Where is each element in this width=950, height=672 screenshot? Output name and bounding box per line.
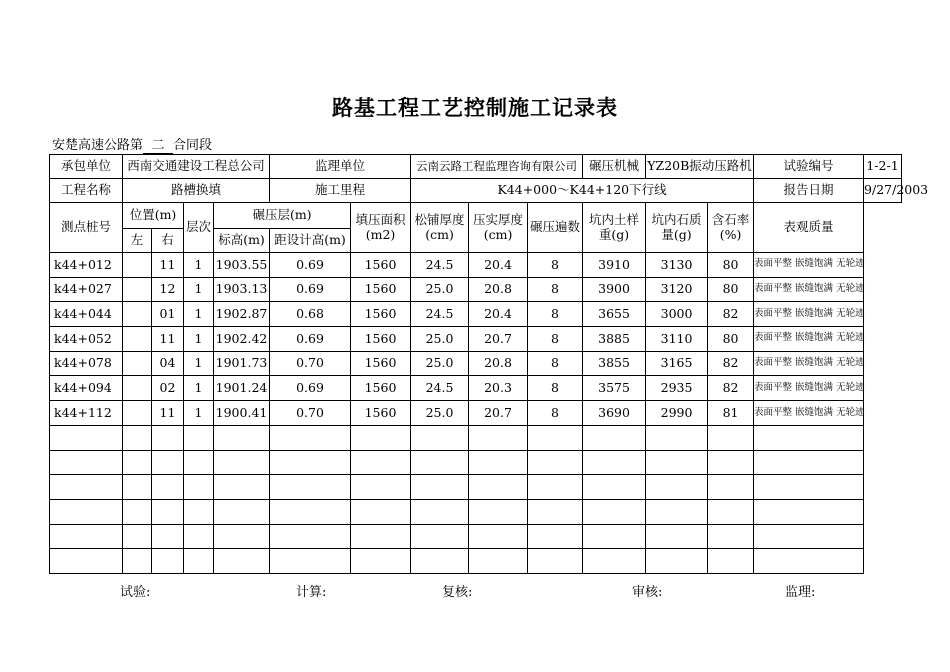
compacted-cell: [469, 499, 528, 524]
elevation-cell: 1901.73: [214, 351, 270, 376]
left-cell: [123, 450, 152, 475]
ratio-cell: 80: [708, 253, 754, 278]
soil-cell: [583, 524, 646, 549]
machine-label: 碾压机械: [583, 155, 646, 179]
loose-cell: [411, 475, 469, 500]
stone-cell: 2935: [646, 376, 708, 401]
record-table: [49, 154, 929, 574]
review-signature-label: 复核:: [442, 585, 473, 600]
distance-cell: [270, 475, 351, 500]
contract-section-line: [52, 134, 212, 154]
right-cell: [152, 475, 184, 500]
right-cell: [152, 499, 184, 524]
table-row: [50, 376, 902, 401]
compacted-cell: [469, 524, 528, 549]
quality-cell: 表面平整 嵌缝饱满 无轮迹: [754, 376, 864, 401]
area-cell: [351, 450, 411, 475]
quality-cell: 表面平整 嵌缝饱满 无轮迹: [754, 277, 864, 302]
area-cell: 1560: [351, 401, 411, 426]
stone-cell: 3130: [646, 253, 708, 278]
area-cell: 1560: [351, 277, 411, 302]
mileage-value: K44+000～K44+120下行线: [411, 179, 754, 203]
table-row: [50, 253, 902, 278]
left-cell: [123, 425, 152, 450]
design-distance-header: 距设计高(m): [270, 229, 351, 253]
loose-cell: [411, 549, 469, 574]
ratio-cell: 80: [708, 277, 754, 302]
supervisor-label: 监理单位: [270, 155, 411, 179]
quality-cell: [754, 549, 864, 574]
ratio-cell: [708, 549, 754, 574]
pit-stone-header: 坑内石质量(g): [646, 203, 708, 253]
audit-signature-label: 审核:: [632, 585, 663, 600]
info-row-1: [50, 155, 902, 179]
loose-cell: [411, 524, 469, 549]
left-cell: [123, 401, 152, 426]
left-header: 左: [123, 229, 152, 253]
station-cell: [50, 549, 123, 574]
distance-cell: 0.69: [270, 277, 351, 302]
passes-cell: [528, 549, 583, 574]
soil-cell: 3575: [583, 376, 646, 401]
stone-cell: 2990: [646, 401, 708, 426]
table-row: [50, 425, 902, 450]
distance-cell: [270, 499, 351, 524]
passes-cell: 8: [528, 401, 583, 426]
machine-value: YZ20B振动压路机: [646, 155, 754, 179]
subtitle-prefix: 安楚高速公路第: [52, 138, 144, 153]
compacted-cell: [469, 475, 528, 500]
layer-cell: [184, 549, 214, 574]
distance-cell: 0.69: [270, 327, 351, 352]
distance-cell: 0.70: [270, 401, 351, 426]
station-cell: k44+012: [50, 253, 123, 278]
table-row: [50, 499, 902, 524]
stone-cell: [646, 425, 708, 450]
area-cell: 1560: [351, 302, 411, 327]
quality-cell: [754, 450, 864, 475]
quality-cell: 表面平整 嵌缝饱满 无轮迹: [754, 327, 864, 352]
elevation-cell: [214, 499, 270, 524]
stone-cell: [646, 524, 708, 549]
report-date-label: 报告日期: [754, 179, 864, 203]
pit-soil-header: 坑内土样重(g): [583, 203, 646, 253]
area-cell: 1560: [351, 376, 411, 401]
soil-cell: [583, 475, 646, 500]
area-cell: 1560: [351, 253, 411, 278]
layer-cell: 1: [184, 401, 214, 426]
compacted-cell: 20.7: [469, 327, 528, 352]
data-rows: [50, 253, 902, 574]
passes-cell: 8: [528, 302, 583, 327]
loose-cell: [411, 450, 469, 475]
passes-cell: 8: [528, 351, 583, 376]
compacted-cell: 20.4: [469, 302, 528, 327]
right-cell: 04: [152, 351, 184, 376]
layer-cell: 1: [184, 351, 214, 376]
soil-cell: 3855: [583, 351, 646, 376]
stone-cell: 3000: [646, 302, 708, 327]
loose-cell: [411, 425, 469, 450]
stone-cell: 3110: [646, 327, 708, 352]
layer-cell: [184, 499, 214, 524]
soil-cell: 3885: [583, 327, 646, 352]
station-cell: k44+094: [50, 376, 123, 401]
area-cell: [351, 425, 411, 450]
elevation-cell: [214, 450, 270, 475]
left-cell: [123, 253, 152, 278]
mileage-label: 施工里程: [270, 179, 411, 203]
left-cell: [123, 549, 152, 574]
quality-cell: 表面平整 嵌缝饱满 无轮迹: [754, 253, 864, 278]
passes-cell: 8: [528, 376, 583, 401]
soil-cell: [583, 549, 646, 574]
passes-cell: 8: [528, 253, 583, 278]
compacted-cell: 20.8: [469, 351, 528, 376]
left-cell: [123, 351, 152, 376]
station-cell: k44+044: [50, 302, 123, 327]
soil-cell: 3690: [583, 401, 646, 426]
left-cell: [123, 277, 152, 302]
right-header: 右: [152, 229, 184, 253]
passes-header: 碾压遍数: [528, 203, 583, 253]
distance-cell: 0.68: [270, 302, 351, 327]
supervision-signature-label: 监理:: [785, 585, 816, 600]
table-row: [50, 302, 902, 327]
layer-cell: [184, 524, 214, 549]
passes-cell: [528, 475, 583, 500]
soil-cell: 3655: [583, 302, 646, 327]
loose-cell: 24.5: [411, 376, 469, 401]
station-cell: k44+112: [50, 401, 123, 426]
elevation-cell: [214, 524, 270, 549]
loose-cell: 25.0: [411, 401, 469, 426]
station-cell: [50, 475, 123, 500]
ratio-cell: [708, 450, 754, 475]
layer-cell: 1: [184, 302, 214, 327]
passes-cell: 8: [528, 277, 583, 302]
passes-cell: [528, 425, 583, 450]
rolled-layer-header: 碾压层(m): [214, 203, 351, 229]
distance-cell: [270, 425, 351, 450]
layer-cell: 1: [184, 327, 214, 352]
compacted-cell: [469, 450, 528, 475]
left-cell: [123, 376, 152, 401]
elevation-cell: 1902.87: [214, 302, 270, 327]
subtitle-suffix: 合同段: [173, 138, 213, 153]
table-row: [50, 450, 902, 475]
table-row: [50, 475, 902, 500]
distance-cell: 0.70: [270, 351, 351, 376]
table-row: [50, 327, 902, 352]
info-row-2: [50, 179, 902, 203]
project-label: 工程名称: [50, 179, 123, 203]
soil-cell: 3910: [583, 253, 646, 278]
compacted-cell: 20.8: [469, 277, 528, 302]
station-cell: [50, 524, 123, 549]
layer-cell: [184, 475, 214, 500]
area-cell: [351, 499, 411, 524]
supervisor-value: 云南云路工程监理咨询有限公司: [411, 155, 583, 179]
stone-cell: 3120: [646, 277, 708, 302]
section-number: 二: [143, 134, 173, 154]
left-cell: [123, 499, 152, 524]
position-header: 位置(m): [123, 203, 184, 229]
surface-quality-header: 表观质量: [754, 203, 864, 253]
passes-cell: 8: [528, 327, 583, 352]
project-value: 路槽换填: [123, 179, 270, 203]
contractor-value: 西南交通建设工程总公司: [123, 155, 270, 179]
area-cell: [351, 475, 411, 500]
left-cell: [123, 302, 152, 327]
soil-cell: 3900: [583, 277, 646, 302]
distance-cell: 0.69: [270, 253, 351, 278]
soil-cell: [583, 450, 646, 475]
quality-cell: 表面平整 嵌缝饱满 无轮迹: [754, 351, 864, 376]
quality-cell: [754, 524, 864, 549]
station-cell: [50, 425, 123, 450]
quality-cell: 表面平整 嵌缝饱满 无轮迹: [754, 302, 864, 327]
layer-cell: 1: [184, 277, 214, 302]
station-header: 测点桩号: [50, 203, 123, 253]
compacted-cell: 20.4: [469, 253, 528, 278]
right-cell: 01: [152, 302, 184, 327]
ratio-cell: 80: [708, 327, 754, 352]
area-cell: 1560: [351, 351, 411, 376]
layer-header: 层次: [184, 203, 214, 253]
test-signature-label: 试验:: [120, 585, 151, 600]
quality-cell: [754, 499, 864, 524]
elevation-cell: 1900.41: [214, 401, 270, 426]
elevation-cell: [214, 425, 270, 450]
right-cell: [152, 425, 184, 450]
distance-cell: [270, 549, 351, 574]
ratio-cell: 82: [708, 351, 754, 376]
right-cell: 11: [152, 253, 184, 278]
loose-cell: 25.0: [411, 277, 469, 302]
station-cell: k44+052: [50, 327, 123, 352]
loose-cell: 24.5: [411, 253, 469, 278]
fill-area-header: 填压面积(m2): [351, 203, 411, 253]
ratio-cell: [708, 475, 754, 500]
elevation-cell: 1903.55: [214, 253, 270, 278]
station-cell: [50, 499, 123, 524]
stone-cell: [646, 450, 708, 475]
right-cell: 11: [152, 401, 184, 426]
stone-cell: 3165: [646, 351, 708, 376]
test-no-label: 试验编号: [754, 155, 864, 179]
quality-cell: [754, 475, 864, 500]
header-row-1: [50, 203, 902, 229]
area-cell: [351, 524, 411, 549]
table-row: [50, 524, 902, 549]
right-cell: 12: [152, 277, 184, 302]
layer-cell: [184, 425, 214, 450]
ratio-cell: [708, 499, 754, 524]
ratio-cell: [708, 524, 754, 549]
area-cell: 1560: [351, 327, 411, 352]
loose-cell: 25.0: [411, 327, 469, 352]
station-cell: k44+078: [50, 351, 123, 376]
stone-cell: [646, 499, 708, 524]
layer-cell: 1: [184, 253, 214, 278]
ratio-cell: 81: [708, 401, 754, 426]
ratio-cell: [708, 425, 754, 450]
compacted-cell: 20.7: [469, 401, 528, 426]
contractor-label: 承包单位: [50, 155, 123, 179]
form-title: 路基工程工艺控制施工记录表: [332, 95, 618, 120]
test-no-value: 1-2-1: [864, 155, 902, 179]
stone-cell: [646, 549, 708, 574]
quality-cell: [754, 425, 864, 450]
stone-cell: [646, 475, 708, 500]
layer-cell: [184, 450, 214, 475]
distance-cell: 0.69: [270, 376, 351, 401]
passes-cell: [528, 499, 583, 524]
compacted-cell: [469, 425, 528, 450]
report-date-value: 9/27/2003: [864, 179, 902, 203]
left-cell: [123, 327, 152, 352]
distance-cell: [270, 450, 351, 475]
elevation-cell: [214, 475, 270, 500]
calc-signature-label: 计算:: [296, 585, 327, 600]
passes-cell: [528, 450, 583, 475]
station-cell: k44+027: [50, 277, 123, 302]
elevation-header: 标高(m): [214, 229, 270, 253]
table-row: [50, 277, 902, 302]
right-cell: [152, 450, 184, 475]
layer-cell: 1: [184, 376, 214, 401]
loose-cell: [411, 499, 469, 524]
loose-cell: 24.5: [411, 302, 469, 327]
compacted-cell: 20.3: [469, 376, 528, 401]
loose-thickness-header: 松铺厚度(cm): [411, 203, 469, 253]
stone-ratio-header: 含石率(%): [708, 203, 754, 253]
left-cell: [123, 475, 152, 500]
passes-cell: [528, 524, 583, 549]
left-cell: [123, 524, 152, 549]
table-row: [50, 401, 902, 426]
ratio-cell: 82: [708, 376, 754, 401]
quality-cell: 表面平整 嵌缝饱满 无轮迹: [754, 401, 864, 426]
elevation-cell: 1903.13: [214, 277, 270, 302]
distance-cell: [270, 524, 351, 549]
elevation-cell: 1902.42: [214, 327, 270, 352]
compacted-cell: [469, 549, 528, 574]
right-cell: 02: [152, 376, 184, 401]
elevation-cell: 1901.24: [214, 376, 270, 401]
right-cell: 11: [152, 327, 184, 352]
area-cell: [351, 549, 411, 574]
right-cell: [152, 549, 184, 574]
table-row: [50, 351, 902, 376]
soil-cell: [583, 425, 646, 450]
elevation-cell: [214, 549, 270, 574]
compacted-thickness-header: 压实厚度(cm): [469, 203, 528, 253]
ratio-cell: 82: [708, 302, 754, 327]
soil-cell: [583, 499, 646, 524]
loose-cell: 25.0: [411, 351, 469, 376]
right-cell: [152, 524, 184, 549]
table-row: [50, 549, 902, 574]
station-cell: [50, 450, 123, 475]
